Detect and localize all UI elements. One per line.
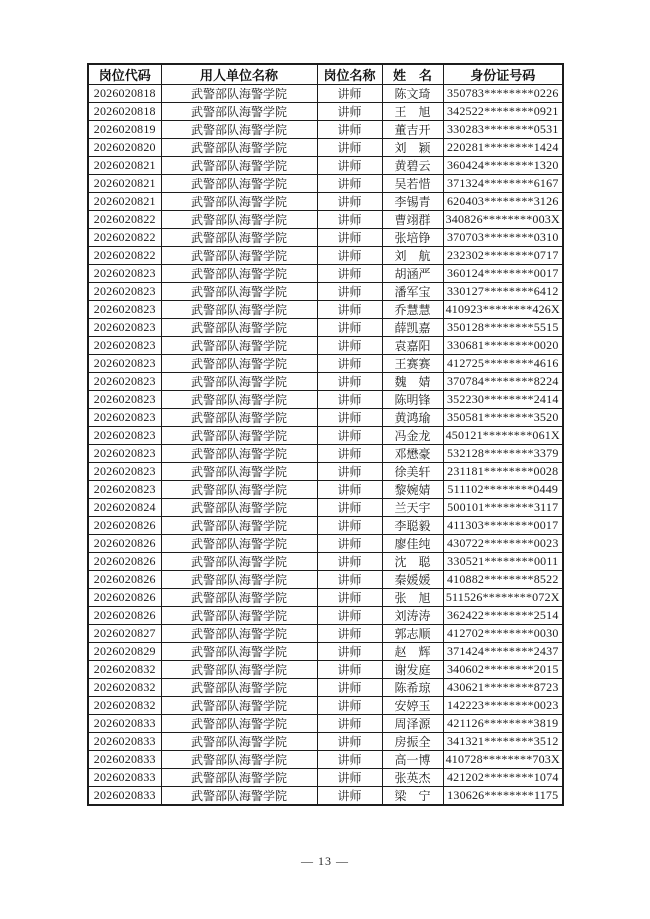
cell-id-number: 500101********3117 (443, 499, 563, 517)
table-row (88, 625, 563, 643)
cell-position-name: 讲师 (317, 427, 382, 445)
table-row (88, 661, 563, 679)
table-row (88, 409, 563, 427)
table-row (88, 787, 563, 806)
cell-position-name: 讲师 (317, 751, 382, 769)
cell-person-name: 黄碧云 (382, 157, 443, 175)
cell-person-name: 吴若惜 (382, 175, 443, 193)
cell-person-name: 魏 婧 (382, 373, 443, 391)
cell-id-number: 362422********2514 (443, 607, 563, 625)
cell-position-code: 2026020824 (88, 499, 161, 517)
cell-person-name: 黎婉婧 (382, 481, 443, 499)
table-row (88, 499, 563, 517)
cell-person-name: 袁嘉阳 (382, 337, 443, 355)
page-number: — 13 — (301, 854, 349, 868)
cell-id-number: 360424********1320 (443, 157, 563, 175)
cell-person-name: 沈 聪 (382, 553, 443, 571)
cell-position-code: 2026020818 (88, 103, 161, 121)
cell-employer-name: 武警部队海警学院 (161, 373, 317, 391)
cell-employer-name: 武警部队海警学院 (161, 229, 317, 247)
cell-position-name: 讲师 (317, 373, 382, 391)
cell-person-name: 董吉开 (382, 121, 443, 139)
table-row (88, 193, 563, 211)
cell-person-name: 梁 宁 (382, 787, 443, 806)
cell-person-name: 廖佳纯 (382, 535, 443, 553)
cell-id-number: 342522********0921 (443, 103, 563, 121)
cell-position-code: 2026020833 (88, 751, 161, 769)
table-row (88, 589, 563, 607)
cell-person-name: 张英杰 (382, 769, 443, 787)
cell-person-name: 刘涛涛 (382, 607, 443, 625)
cell-person-name: 薛凯嘉 (382, 319, 443, 337)
table-row (88, 751, 563, 769)
table-row (88, 643, 563, 661)
cell-position-code: 2026020826 (88, 517, 161, 535)
cell-position-name: 讲师 (317, 229, 382, 247)
table-row (88, 553, 563, 571)
cell-id-number: 450121********061X (443, 427, 563, 445)
cell-position-code: 2026020833 (88, 769, 161, 787)
cell-person-name: 安婷玉 (382, 697, 443, 715)
cell-person-name: 李锡青 (382, 193, 443, 211)
cell-id-number: 330521********0011 (443, 553, 563, 571)
cell-employer-name: 武警部队海警学院 (161, 103, 317, 121)
cell-id-number: 360124********0017 (443, 265, 563, 283)
cell-position-code: 2026020823 (88, 301, 161, 319)
cell-id-number: 511526********072X (443, 589, 563, 607)
cell-person-name: 谢发庭 (382, 661, 443, 679)
cell-position-code: 2026020822 (88, 211, 161, 229)
cell-employer-name: 武警部队海警学院 (161, 769, 317, 787)
cell-employer-name: 武警部队海警学院 (161, 265, 317, 283)
cell-person-name: 张培铮 (382, 229, 443, 247)
table-row (88, 319, 563, 337)
cell-employer-name: 武警部队海警学院 (161, 751, 317, 769)
cell-position-name: 讲师 (317, 679, 382, 697)
table-row (88, 715, 563, 733)
col-header-position-name: 岗位名称 (317, 64, 382, 85)
cell-id-number: 620403********3126 (443, 193, 563, 211)
cell-position-code: 2026020826 (88, 607, 161, 625)
cell-id-number: 340602********2015 (443, 661, 563, 679)
cell-id-number: 330681********0020 (443, 337, 563, 355)
cell-position-name: 讲师 (317, 337, 382, 355)
cell-id-number: 410882********8522 (443, 571, 563, 589)
cell-position-name: 讲师 (317, 517, 382, 535)
cell-position-code: 2026020820 (88, 139, 161, 157)
table-row (88, 733, 563, 751)
cell-person-name: 李聪毅 (382, 517, 443, 535)
cell-person-name: 陈文琦 (382, 85, 443, 103)
cell-id-number: 532128********3379 (443, 445, 563, 463)
cell-position-name: 讲师 (317, 85, 382, 103)
col-header-position-code: 岗位代码 (88, 64, 161, 85)
table-row (88, 283, 563, 301)
cell-position-code: 2026020832 (88, 697, 161, 715)
cell-employer-name: 武警部队海警学院 (161, 535, 317, 553)
cell-employer-name: 武警部队海警学院 (161, 463, 317, 481)
cell-position-code: 2026020826 (88, 553, 161, 571)
cell-employer-name: 武警部队海警学院 (161, 643, 317, 661)
cell-employer-name: 武警部队海警学院 (161, 193, 317, 211)
cell-position-code: 2026020818 (88, 85, 161, 103)
cell-position-code: 2026020823 (88, 409, 161, 427)
cell-person-name: 王 旭 (382, 103, 443, 121)
cell-position-code: 2026020823 (88, 427, 161, 445)
cell-id-number: 411303********0017 (443, 517, 563, 535)
cell-employer-name: 武警部队海警学院 (161, 427, 317, 445)
table-row (88, 769, 563, 787)
cell-position-code: 2026020826 (88, 589, 161, 607)
cell-position-name: 讲师 (317, 301, 382, 319)
table-row (88, 85, 563, 103)
cell-id-number: 371424********2437 (443, 643, 563, 661)
cell-id-number: 412702********0030 (443, 625, 563, 643)
cell-id-number: 430621********8723 (443, 679, 563, 697)
cell-id-number: 511102********0449 (443, 481, 563, 499)
table-row (88, 211, 563, 229)
cell-id-number: 130626********1175 (443, 787, 563, 806)
table-row (88, 337, 563, 355)
cell-position-name: 讲师 (317, 157, 382, 175)
cell-position-name: 讲师 (317, 697, 382, 715)
table-row (88, 103, 563, 121)
cell-id-number: 341321********3512 (443, 733, 563, 751)
col-header-id-number: 身份证号码 (443, 64, 563, 85)
cell-id-number: 350581********3520 (443, 409, 563, 427)
table-row (88, 265, 563, 283)
cell-id-number: 370703********0310 (443, 229, 563, 247)
table-row (88, 247, 563, 265)
cell-id-number: 430722********0023 (443, 535, 563, 553)
cell-position-name: 讲师 (317, 463, 382, 481)
cell-position-name: 讲师 (317, 499, 382, 517)
cell-id-number: 330127********6412 (443, 283, 563, 301)
cell-position-name: 讲师 (317, 769, 382, 787)
cell-id-number: 231181********0028 (443, 463, 563, 481)
cell-position-code: 2026020821 (88, 193, 161, 211)
cell-position-name: 讲师 (317, 715, 382, 733)
cell-id-number: 410728********703X (443, 751, 563, 769)
cell-person-name: 赵 辉 (382, 643, 443, 661)
cell-employer-name: 武警部队海警学院 (161, 301, 317, 319)
cell-person-name: 邓懋豪 (382, 445, 443, 463)
cell-position-name: 讲师 (317, 283, 382, 301)
col-header-person-name: 姓 名 (382, 64, 443, 85)
table-row (88, 175, 563, 193)
cell-position-code: 2026020823 (88, 283, 161, 301)
cell-employer-name: 武警部队海警学院 (161, 409, 317, 427)
cell-employer-name: 武警部队海警学院 (161, 157, 317, 175)
cell-position-name: 讲师 (317, 121, 382, 139)
cell-person-name: 冯金龙 (382, 427, 443, 445)
cell-employer-name: 武警部队海警学院 (161, 445, 317, 463)
cell-position-code: 2026020819 (88, 121, 161, 139)
table-row (88, 607, 563, 625)
cell-employer-name: 武警部队海警学院 (161, 175, 317, 193)
cell-id-number: 340826********003X (443, 211, 563, 229)
table-row (88, 697, 563, 715)
cell-person-name: 房振全 (382, 733, 443, 751)
cell-employer-name: 武警部队海警学院 (161, 607, 317, 625)
table-row (88, 463, 563, 481)
cell-position-code: 2026020833 (88, 733, 161, 751)
cell-employer-name: 武警部队海警学院 (161, 499, 317, 517)
cell-id-number: 232302********0717 (443, 247, 563, 265)
cell-id-number: 330283********0531 (443, 121, 563, 139)
table-row (88, 301, 563, 319)
cell-employer-name: 武警部队海警学院 (161, 787, 317, 806)
cell-person-name: 陈希琼 (382, 679, 443, 697)
table-body (88, 85, 563, 806)
cell-employer-name: 武警部队海警学院 (161, 337, 317, 355)
cell-position-code: 2026020822 (88, 247, 161, 265)
cell-position-code: 2026020823 (88, 463, 161, 481)
cell-position-code: 2026020826 (88, 535, 161, 553)
cell-person-name: 郭志顺 (382, 625, 443, 643)
cell-position-code: 2026020822 (88, 229, 161, 247)
cell-position-name: 讲师 (317, 355, 382, 373)
cell-person-name: 周泽源 (382, 715, 443, 733)
cell-position-code: 2026020823 (88, 391, 161, 409)
position-roster-table (87, 63, 564, 806)
table-row (88, 139, 563, 157)
cell-position-code: 2026020827 (88, 625, 161, 643)
cell-employer-name: 武警部队海警学院 (161, 481, 317, 499)
cell-position-code: 2026020823 (88, 265, 161, 283)
cell-id-number: 350783********0226 (443, 85, 563, 103)
cell-position-name: 讲师 (317, 319, 382, 337)
table-row (88, 157, 563, 175)
cell-employer-name: 武警部队海警学院 (161, 553, 317, 571)
cell-position-code: 2026020823 (88, 445, 161, 463)
cell-position-code: 2026020826 (88, 571, 161, 589)
cell-id-number: 421202********1074 (443, 769, 563, 787)
cell-employer-name: 武警部队海警学院 (161, 571, 317, 589)
cell-position-name: 讲师 (317, 211, 382, 229)
cell-position-name: 讲师 (317, 445, 382, 463)
cell-position-code: 2026020832 (88, 661, 161, 679)
cell-employer-name: 武警部队海警学院 (161, 697, 317, 715)
cell-employer-name: 武警部队海警学院 (161, 355, 317, 373)
cell-employer-name: 武警部队海警学院 (161, 121, 317, 139)
cell-position-name: 讲师 (317, 391, 382, 409)
cell-position-name: 讲师 (317, 643, 382, 661)
cell-position-code: 2026020832 (88, 679, 161, 697)
cell-position-name: 讲师 (317, 409, 382, 427)
table-row (88, 481, 563, 499)
cell-position-name: 讲师 (317, 571, 382, 589)
cell-position-name: 讲师 (317, 607, 382, 625)
cell-employer-name: 武警部队海警学院 (161, 139, 317, 157)
cell-person-name: 秦媛媛 (382, 571, 443, 589)
cell-id-number: 412725********4616 (443, 355, 563, 373)
cell-person-name: 胡涵严 (382, 265, 443, 283)
cell-employer-name: 武警部队海警学院 (161, 733, 317, 751)
cell-person-name: 刘 颖 (382, 139, 443, 157)
cell-employer-name: 武警部队海警学院 (161, 679, 317, 697)
cell-position-name: 讲师 (317, 247, 382, 265)
table-row (88, 121, 563, 139)
cell-employer-name: 武警部队海警学院 (161, 715, 317, 733)
cell-position-name: 讲师 (317, 193, 382, 211)
cell-employer-name: 武警部队海警学院 (161, 283, 317, 301)
table-row (88, 391, 563, 409)
cell-position-name: 讲师 (317, 265, 382, 283)
cell-person-name: 张 旭 (382, 589, 443, 607)
cell-id-number: 220281********1424 (443, 139, 563, 157)
table-row (88, 571, 563, 589)
cell-id-number: 371324********6167 (443, 175, 563, 193)
cell-employer-name: 武警部队海警学院 (161, 625, 317, 643)
col-header-employer-name: 用人单位名称 (161, 64, 317, 85)
table-row (88, 427, 563, 445)
table-row (88, 679, 563, 697)
cell-position-code: 2026020829 (88, 643, 161, 661)
cell-person-name: 徐美轩 (382, 463, 443, 481)
cell-position-code: 2026020833 (88, 787, 161, 806)
cell-position-name: 讲师 (317, 589, 382, 607)
table-row (88, 517, 563, 535)
cell-employer-name: 武警部队海警学院 (161, 247, 317, 265)
cell-id-number: 421126********3819 (443, 715, 563, 733)
cell-position-code: 2026020823 (88, 319, 161, 337)
cell-person-name: 陈明锋 (382, 391, 443, 409)
cell-id-number: 410923********426X (443, 301, 563, 319)
cell-position-name: 讲师 (317, 481, 382, 499)
cell-position-name: 讲师 (317, 733, 382, 751)
cell-position-code: 2026020823 (88, 373, 161, 391)
cell-person-name: 曹翊群 (382, 211, 443, 229)
cell-person-name: 乔慧慧 (382, 301, 443, 319)
cell-employer-name: 武警部队海警学院 (161, 85, 317, 103)
cell-person-name: 潘军宝 (382, 283, 443, 301)
cell-person-name: 刘 航 (382, 247, 443, 265)
cell-person-name: 高一博 (382, 751, 443, 769)
cell-position-name: 讲师 (317, 175, 382, 193)
table-row (88, 355, 563, 373)
cell-position-code: 2026020823 (88, 355, 161, 373)
cell-employer-name: 武警部队海警学院 (161, 319, 317, 337)
cell-employer-name: 武警部队海警学院 (161, 661, 317, 679)
cell-position-name: 讲师 (317, 103, 382, 121)
cell-position-name: 讲师 (317, 139, 382, 157)
cell-id-number: 370784********8224 (443, 373, 563, 391)
cell-position-name: 讲师 (317, 661, 382, 679)
cell-position-name: 讲师 (317, 535, 382, 553)
table-row (88, 229, 563, 247)
cell-position-code: 2026020821 (88, 175, 161, 193)
cell-person-name: 兰天宇 (382, 499, 443, 517)
cell-position-name: 讲师 (317, 553, 382, 571)
table-row (88, 445, 563, 463)
cell-person-name: 王赛赛 (382, 355, 443, 373)
cell-position-code: 2026020821 (88, 157, 161, 175)
cell-position-code: 2026020833 (88, 715, 161, 733)
cell-employer-name: 武警部队海警学院 (161, 211, 317, 229)
cell-position-name: 讲师 (317, 625, 382, 643)
cell-position-name: 讲师 (317, 787, 382, 806)
table-row (88, 373, 563, 391)
table-header-row (88, 64, 563, 85)
cell-employer-name: 武警部队海警学院 (161, 391, 317, 409)
table-row (88, 535, 563, 553)
cell-position-code: 2026020823 (88, 337, 161, 355)
cell-employer-name: 武警部队海警学院 (161, 517, 317, 535)
cell-employer-name: 武警部队海警学院 (161, 589, 317, 607)
cell-id-number: 352230********2414 (443, 391, 563, 409)
cell-id-number: 350128********5515 (443, 319, 563, 337)
cell-person-name: 黄鸿瑜 (382, 409, 443, 427)
cell-position-code: 2026020823 (88, 481, 161, 499)
cell-id-number: 142223********0023 (443, 697, 563, 715)
